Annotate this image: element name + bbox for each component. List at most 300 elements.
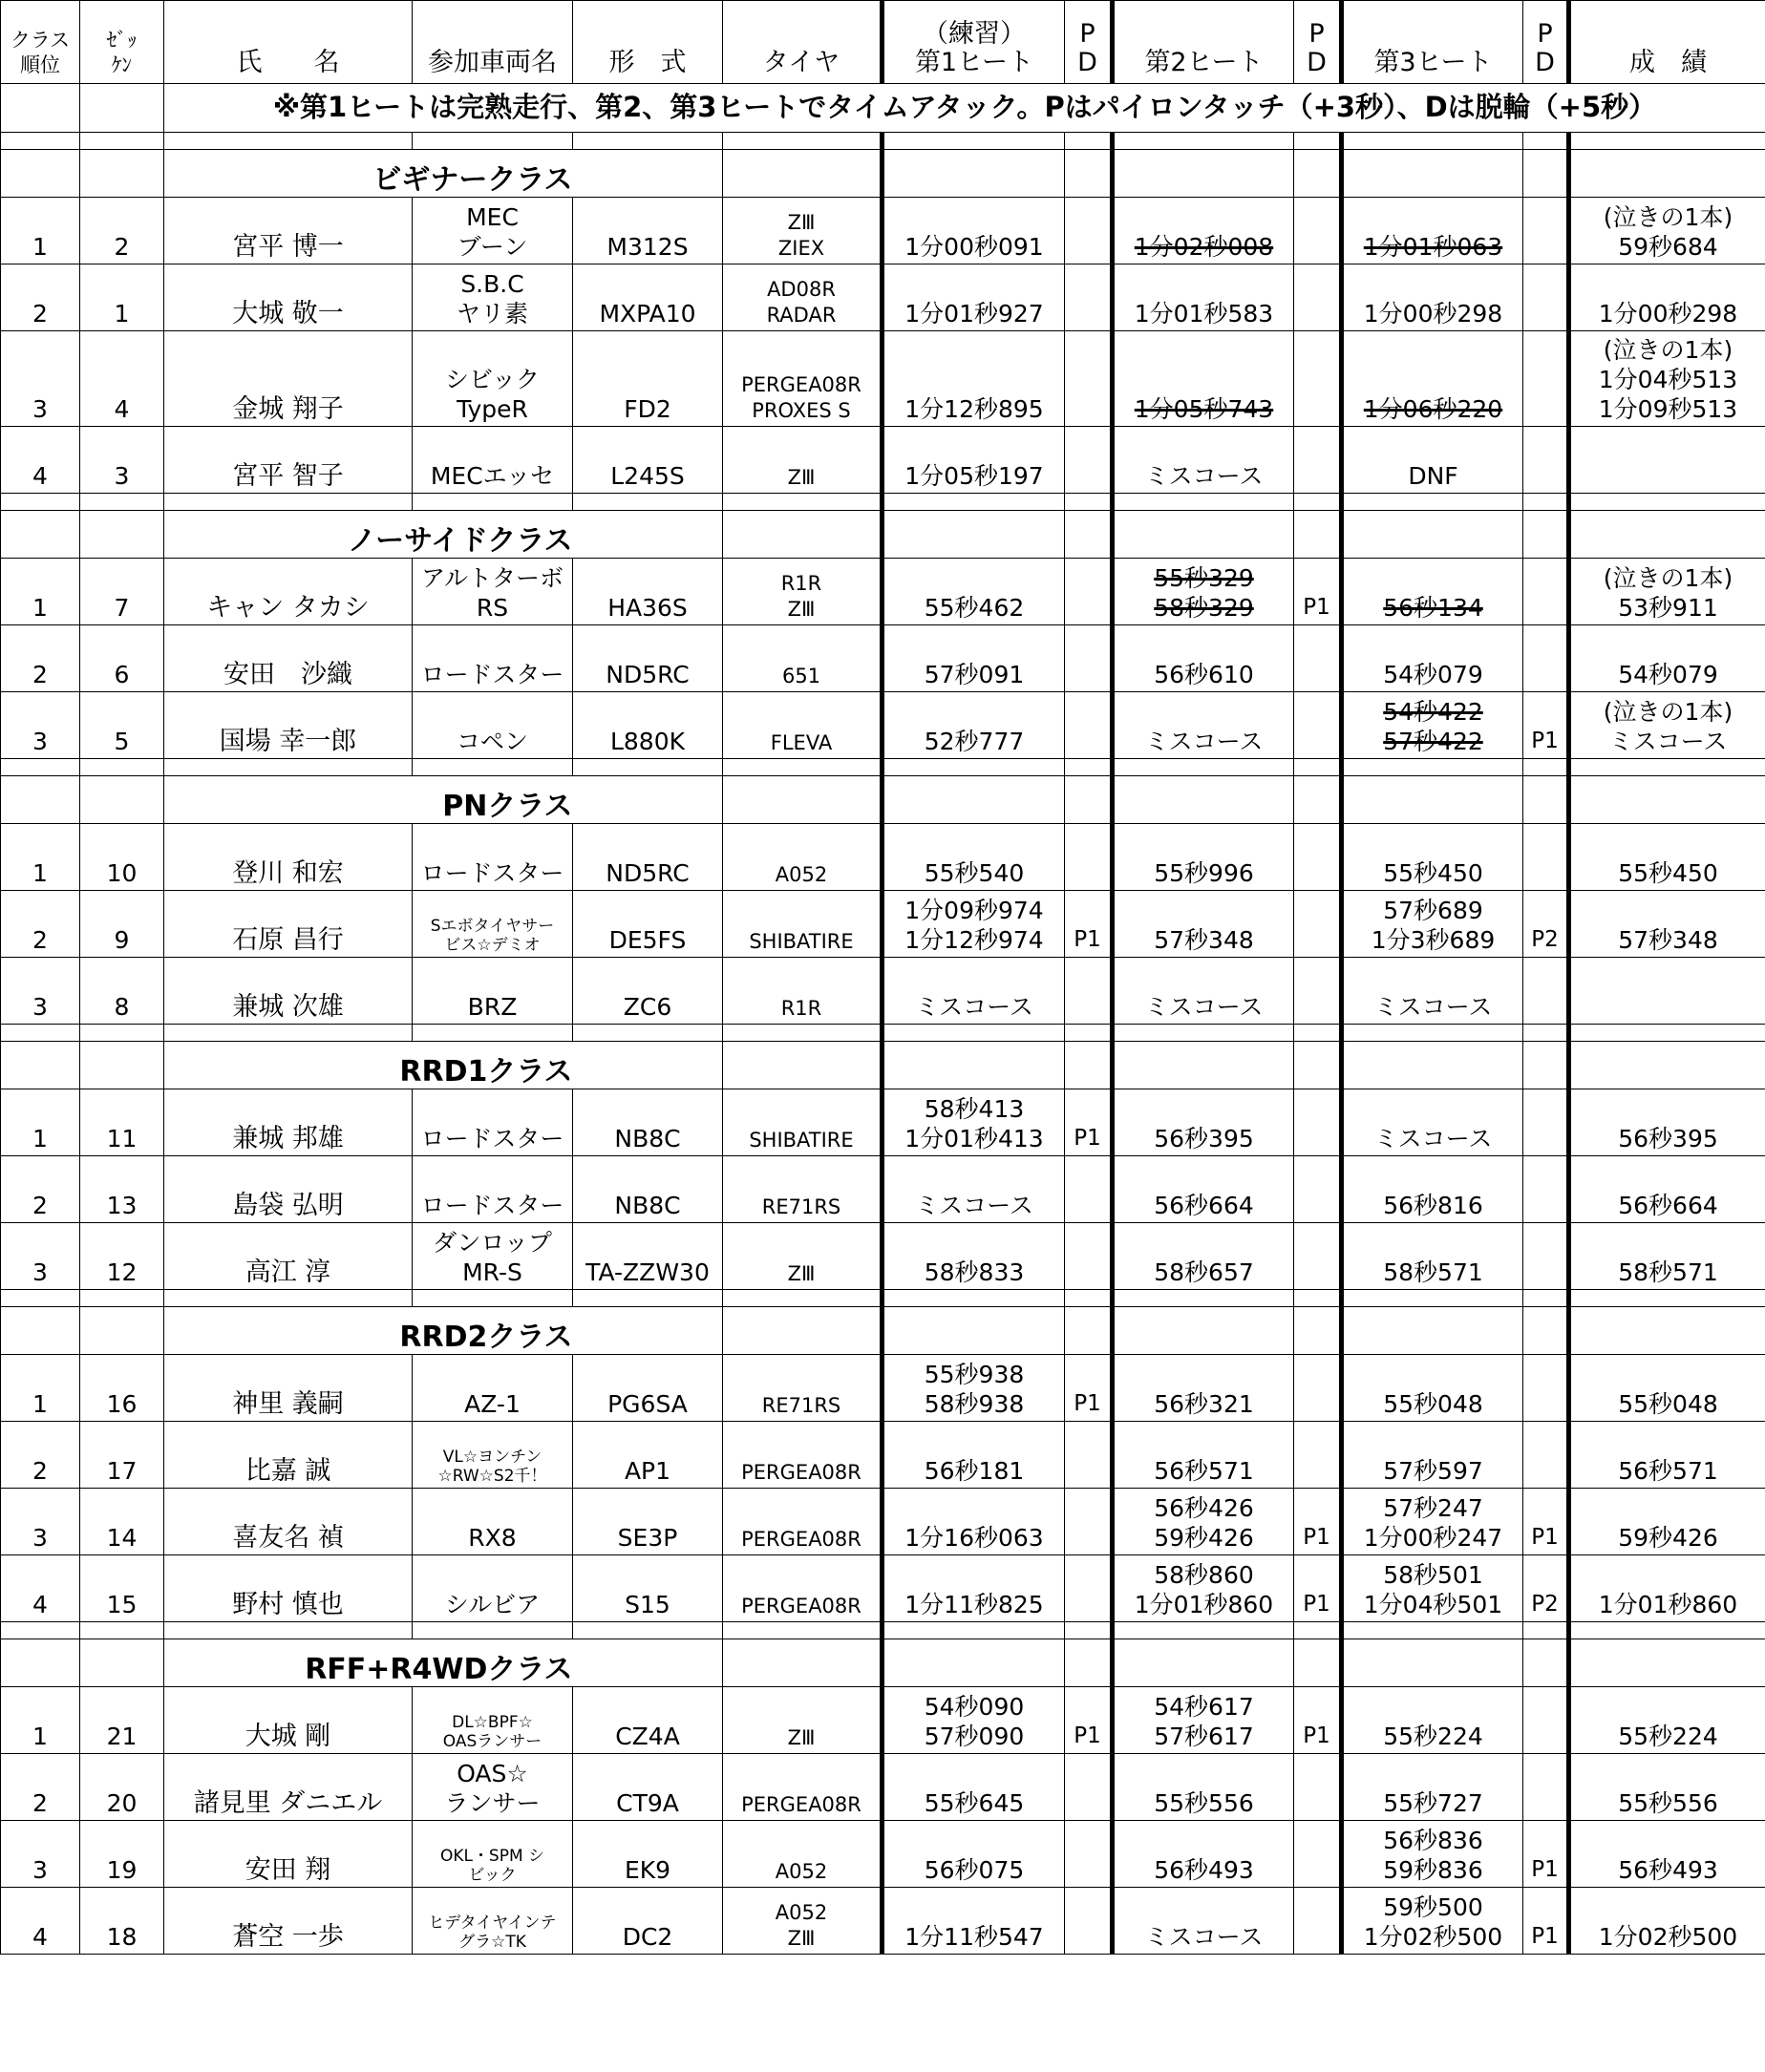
tire-line: PERGEA08R <box>741 1595 861 1617</box>
car-model: ND5RC <box>573 824 723 891</box>
result-line: 56秒664 <box>1618 1192 1718 1219</box>
heat2-time <box>1113 1223 1294 1290</box>
penalty-3: P2 <box>1523 891 1569 958</box>
vehicle-name <box>413 1422 573 1489</box>
time-line: 55秒540 <box>924 859 1025 887</box>
header-result: 成 績 <box>1569 1 1765 84</box>
heat2-time <box>1113 1555 1294 1622</box>
vehicle-line: ロードスター <box>420 859 564 887</box>
heat1-time <box>882 1687 1065 1754</box>
entry-row <box>1 198 1765 264</box>
time-line: 57秒597 <box>1383 1457 1483 1485</box>
vehicle-line: シルビア <box>444 1591 541 1618</box>
final-result <box>1569 1754 1765 1821</box>
car-model: EK9 <box>573 1821 723 1888</box>
time-line: 1分01秒927 <box>904 300 1044 328</box>
tire-line: SHIBATIRE <box>749 1129 854 1152</box>
penalty-2: P1 <box>1294 1687 1342 1754</box>
vehicle-line: Sエボタイヤサー <box>430 917 555 936</box>
heat3-time <box>1342 1489 1523 1555</box>
final-result <box>1569 625 1765 692</box>
time-line: 59秒500 <box>1383 1893 1483 1921</box>
car-model: CZ4A <box>573 1687 723 1754</box>
penalty-2 <box>1294 891 1342 958</box>
time-line: 56秒571 <box>1154 1457 1254 1485</box>
driver-name: 兼城 邦雄 <box>164 1089 413 1156</box>
driver-name: 金城 翔子 <box>164 331 413 427</box>
penalty-3 <box>1523 264 1569 331</box>
header-heat1: （練習） 第1ヒート <box>882 1 1065 84</box>
class-rank: 3 <box>1 1223 80 1290</box>
entry-row <box>1 625 1765 692</box>
vehicle-line: シビック <box>444 366 540 393</box>
heat3-time <box>1342 1355 1523 1422</box>
entry-row <box>1 331 1765 427</box>
result-line: 53秒911 <box>1618 594 1718 622</box>
entry-row <box>1 1821 1765 1888</box>
entry-row <box>1 427 1765 494</box>
heat1-time <box>882 1555 1065 1622</box>
result-line: 59秒684 <box>1618 233 1718 261</box>
heat2-time <box>1113 427 1294 494</box>
tire-line: ZⅢ <box>787 1927 816 1950</box>
class-rank: 4 <box>1 1555 80 1622</box>
header-rank: クラス 順位 <box>1 1 80 84</box>
header-heat3: 第3ヒート <box>1342 1 1523 84</box>
penalty-3 <box>1523 1687 1569 1754</box>
time-line: 55秒048 <box>1383 1390 1483 1418</box>
entry-number: 3 <box>80 427 164 494</box>
penalty-2: P1 <box>1294 1555 1342 1622</box>
result-line: 55秒556 <box>1618 1789 1718 1817</box>
heat1-time <box>882 1156 1065 1223</box>
car-model: NB8C <box>573 1089 723 1156</box>
driver-name: 国場 幸一郎 <box>164 692 413 759</box>
time-line: 57秒617 <box>1154 1723 1254 1750</box>
heat3-time <box>1342 625 1523 692</box>
result-line: 56秒395 <box>1618 1125 1718 1152</box>
penalty-1 <box>1065 958 1113 1025</box>
header-pd1: P D <box>1065 1 1113 84</box>
heat2-time <box>1113 1355 1294 1422</box>
penalty-1 <box>1065 1754 1113 1821</box>
time-line: 1分11秒825 <box>904 1591 1044 1618</box>
vehicle-line: RX8 <box>468 1524 517 1552</box>
heat1-time <box>882 331 1065 427</box>
penalty-2 <box>1294 198 1342 264</box>
tire-line: R1R <box>780 997 822 1020</box>
heat2-time <box>1113 1422 1294 1489</box>
rule-note: ※第1ヒートは完熟走行、第2、第3ヒートでタイムアタック。Pはパイロンタッチ（+3秒）、Dは脱輪（+5秒） <box>164 84 1765 133</box>
heat2-time <box>1113 1089 1294 1156</box>
tire-line: PERGEA08R <box>741 1461 861 1484</box>
class-rank: 3 <box>1 958 80 1025</box>
result-line: 1分02秒500 <box>1598 1923 1738 1951</box>
entry-number: 5 <box>80 692 164 759</box>
heat1-time <box>882 958 1065 1025</box>
penalty-3 <box>1523 1754 1569 1821</box>
time-line: 57秒689 <box>1383 897 1483 924</box>
car-model: M312S <box>573 198 723 264</box>
vehicle-line: ブーン <box>457 233 528 261</box>
vehicle-name <box>413 891 573 958</box>
penalty-2: P1 <box>1294 559 1342 625</box>
time-line: 56秒610 <box>1154 661 1254 688</box>
header-vehicle: 参加車両名 <box>413 1 573 84</box>
entry-row <box>1 559 1765 625</box>
heat1-time <box>882 1223 1065 1290</box>
time-line: ミスコース <box>915 993 1033 1021</box>
result-line: 57秒348 <box>1618 926 1718 954</box>
class-rank: 2 <box>1 891 80 958</box>
entry-number: 10 <box>80 824 164 891</box>
vehicle-name <box>413 958 573 1025</box>
heat3-time <box>1342 264 1523 331</box>
tire-name <box>723 1422 882 1489</box>
vehicle-line: OASランサー <box>442 1732 542 1751</box>
heat2-time <box>1113 891 1294 958</box>
vehicle-line: OKL・SPM シ <box>439 1847 545 1866</box>
entry-number: 15 <box>80 1555 164 1622</box>
class-title: RRD2クラス <box>164 1307 573 1355</box>
tire-line: A052 <box>775 1860 828 1883</box>
time-line: 58秒413 <box>924 1095 1025 1123</box>
time-line: 1分12秒895 <box>904 395 1044 423</box>
entry-row <box>1 1355 1765 1422</box>
heat2-time <box>1113 559 1294 625</box>
heat3-time <box>1342 559 1523 625</box>
time-line: 55秒462 <box>924 594 1025 622</box>
tire-line: 651 <box>781 665 821 687</box>
final-result <box>1569 1687 1765 1754</box>
entry-row <box>1 1089 1765 1156</box>
tire-name <box>723 1156 882 1223</box>
class-rank: 2 <box>1 264 80 331</box>
heat1-time <box>882 1821 1065 1888</box>
penalty-2 <box>1294 1821 1342 1888</box>
time-line: 58秒571 <box>1383 1258 1483 1286</box>
car-model: NB8C <box>573 1156 723 1223</box>
entry-row <box>1 1754 1765 1821</box>
vehicle-line: ロードスター <box>420 1192 564 1219</box>
vehicle-name <box>413 1821 573 1888</box>
entry-row <box>1 824 1765 891</box>
class-title: ノーサイドクラス <box>164 511 573 559</box>
tire-name <box>723 1555 882 1622</box>
vehicle-line: ロードスター <box>420 661 564 688</box>
time-line: 1分02秒500 <box>1363 1923 1503 1951</box>
heat2-time <box>1113 958 1294 1025</box>
class-title-row <box>1 1639 1765 1687</box>
tire-name <box>723 625 882 692</box>
final-result <box>1569 692 1765 759</box>
vehicle-name <box>413 427 573 494</box>
penalty-3: P1 <box>1523 1489 1569 1555</box>
driver-name: 安田 翔 <box>164 1821 413 1888</box>
heat2-time <box>1113 692 1294 759</box>
tire-line: ZⅢ <box>787 1726 816 1749</box>
header-pd2: P D <box>1294 1 1342 84</box>
vehicle-name <box>413 1888 573 1955</box>
class-rank: 1 <box>1 198 80 264</box>
time-line: 1分04秒501 <box>1363 1591 1503 1618</box>
penalty-3 <box>1523 1156 1569 1223</box>
time-line: 59秒426 <box>1154 1524 1254 1552</box>
time-line: 54秒090 <box>924 1693 1025 1721</box>
time-line: 56秒395 <box>1154 1125 1254 1152</box>
final-result <box>1569 1355 1765 1422</box>
tire-name <box>723 427 882 494</box>
vehicle-name <box>413 1156 573 1223</box>
entry-row <box>1 1687 1765 1754</box>
tire-name <box>723 824 882 891</box>
driver-name: 野村 慎也 <box>164 1555 413 1622</box>
vehicle-line: ビック <box>468 1866 517 1885</box>
heat2-time <box>1113 1687 1294 1754</box>
car-model: HA36S <box>573 559 723 625</box>
penalty-2 <box>1294 692 1342 759</box>
penalty-3 <box>1523 1355 1569 1422</box>
time-line: 1分01秒413 <box>904 1125 1044 1152</box>
section-spacer-row <box>1 133 1765 150</box>
header-pd3: P D <box>1523 1 1569 84</box>
car-model: ND5RC <box>573 625 723 692</box>
class-title-row <box>1 511 1765 559</box>
heat1-time <box>882 427 1065 494</box>
entry-number: 8 <box>80 958 164 1025</box>
time-line: 55秒224 <box>1383 1723 1483 1750</box>
penalty-2 <box>1294 625 1342 692</box>
car-model: CT9A <box>573 1754 723 1821</box>
entry-number: 14 <box>80 1489 164 1555</box>
class-rank: 1 <box>1 824 80 891</box>
result-line: 54秒079 <box>1618 661 1718 688</box>
time-line: 54秒617 <box>1154 1693 1254 1721</box>
heat2-time <box>1113 1156 1294 1223</box>
entry-row <box>1 1223 1765 1290</box>
penalty-1 <box>1065 692 1113 759</box>
tire-line: PROXES S <box>752 399 851 422</box>
time-line: 58秒938 <box>924 1390 1025 1418</box>
vehicle-name <box>413 824 573 891</box>
heat3-time <box>1342 1156 1523 1223</box>
entry-number: 7 <box>80 559 164 625</box>
tire-name <box>723 958 882 1025</box>
penalty-2 <box>1294 1223 1342 1290</box>
penalty-2 <box>1294 958 1342 1025</box>
class-rank: 3 <box>1 1821 80 1888</box>
result-line: 55秒450 <box>1618 859 1718 887</box>
vehicle-name <box>413 1687 573 1754</box>
result-line: 55秒224 <box>1618 1723 1718 1750</box>
driver-name: キャン タカシ <box>164 559 413 625</box>
tire-line: ZⅢ <box>787 466 816 489</box>
time-line: 1分00秒298 <box>1363 300 1503 328</box>
penalty-1 <box>1065 427 1113 494</box>
tire-line: RADAR <box>766 304 837 327</box>
penalty-1 <box>1065 1555 1113 1622</box>
result-line: (泣きの1本) <box>1603 203 1733 231</box>
result-line: 58秒571 <box>1618 1258 1718 1286</box>
heat2-time <box>1113 331 1294 427</box>
heat2-time <box>1113 1888 1294 1955</box>
heat1-time <box>882 1888 1065 1955</box>
heat3-time <box>1342 958 1523 1025</box>
final-result <box>1569 559 1765 625</box>
vehicle-name <box>413 331 573 427</box>
heat3-time <box>1342 1821 1523 1888</box>
penalty-3 <box>1523 198 1569 264</box>
section-spacer-row <box>1 494 1765 511</box>
car-model: AP1 <box>573 1422 723 1489</box>
driver-name: 蒼空 一歩 <box>164 1888 413 1955</box>
tire-line: A052 <box>775 1901 828 1924</box>
tire-line: PERGEA08R <box>741 373 861 396</box>
penalty-3 <box>1523 1223 1569 1290</box>
car-model: FD2 <box>573 331 723 427</box>
section-spacer-row <box>1 1622 1765 1639</box>
time-line: 56秒816 <box>1383 1192 1483 1219</box>
class-rank: 3 <box>1 692 80 759</box>
time-line: 57秒091 <box>924 661 1025 688</box>
time-line: ミスコース <box>1144 462 1264 490</box>
car-model: TA-ZZW30 <box>573 1223 723 1290</box>
heat2-time <box>1113 824 1294 891</box>
penalty-3 <box>1523 331 1569 427</box>
car-model: DE5FS <box>573 891 723 958</box>
time-line: 58秒833 <box>924 1258 1025 1286</box>
time-line: 56秒836 <box>1383 1827 1483 1854</box>
penalty-2 <box>1294 1089 1342 1156</box>
driver-name: 高江 淳 <box>164 1223 413 1290</box>
entry-row <box>1 1156 1765 1223</box>
vehicle-name <box>413 1223 573 1290</box>
heat3-time <box>1342 427 1523 494</box>
penalty-1: P1 <box>1065 1355 1113 1422</box>
final-result <box>1569 824 1765 891</box>
penalty-1 <box>1065 1821 1113 1888</box>
heat3-time <box>1342 1555 1523 1622</box>
class-title-row <box>1 1042 1765 1089</box>
vehicle-name <box>413 198 573 264</box>
time-line: 1分11秒547 <box>904 1923 1044 1951</box>
penalty-2: P1 <box>1294 1489 1342 1555</box>
tire-line: FLEVA <box>770 731 833 754</box>
class-rank: 1 <box>1 1089 80 1156</box>
penalty-1 <box>1065 331 1113 427</box>
class-title-row <box>1 1307 1765 1355</box>
entry-row <box>1 1888 1765 1955</box>
vehicle-line: MR-S <box>462 1258 522 1286</box>
vehicle-line: OAS☆ <box>457 1760 528 1787</box>
time-line: 58秒329 <box>1154 594 1254 622</box>
driver-name: 兼城 次雄 <box>164 958 413 1025</box>
entry-number: 21 <box>80 1687 164 1754</box>
tire-name <box>723 331 882 427</box>
heat1-time <box>882 824 1065 891</box>
vehicle-line: アルトターボ <box>420 564 564 592</box>
tire-name <box>723 1687 882 1754</box>
section-spacer-row <box>1 1290 1765 1307</box>
heat3-time <box>1342 891 1523 958</box>
tire-line: A052 <box>775 863 828 886</box>
vehicle-line: S.B.C <box>460 270 524 298</box>
penalty-3 <box>1523 1089 1569 1156</box>
penalty-1 <box>1065 824 1113 891</box>
penalty-3: P2 <box>1523 1555 1569 1622</box>
result-line: 55秒048 <box>1618 1390 1718 1418</box>
driver-name: 諸見里 ダニエル <box>164 1754 413 1821</box>
time-line: 55秒727 <box>1383 1789 1483 1817</box>
time-line: 1分05秒743 <box>1134 395 1274 423</box>
result-line: (泣きの1本) <box>1603 336 1733 364</box>
entry-row <box>1 692 1765 759</box>
final-result <box>1569 1422 1765 1489</box>
vehicle-line: AZ-1 <box>464 1390 521 1418</box>
vehicle-line: ☆RW☆S2千！ <box>437 1467 547 1486</box>
time-line: 1分00秒091 <box>904 233 1044 261</box>
entry-number: 17 <box>80 1422 164 1489</box>
time-line: 58秒501 <box>1383 1561 1483 1589</box>
tire-line: ZⅢ <box>787 1262 816 1285</box>
result-line: 1分09秒513 <box>1598 395 1738 423</box>
entry-row <box>1 1489 1765 1555</box>
heat2-time <box>1113 198 1294 264</box>
penalty-3: P1 <box>1523 692 1569 759</box>
entry-number: 19 <box>80 1821 164 1888</box>
entry-row <box>1 264 1765 331</box>
time-line: DNF <box>1408 462 1458 490</box>
time-line: 1分01秒583 <box>1134 300 1274 328</box>
tire-name <box>723 1089 882 1156</box>
car-model: MXPA10 <box>573 264 723 331</box>
time-line: 1分01秒860 <box>1134 1591 1274 1618</box>
class-rank: 3 <box>1 1489 80 1555</box>
vehicle-name <box>413 1089 573 1156</box>
time-line: 58秒657 <box>1154 1258 1254 1286</box>
penalty-1 <box>1065 559 1113 625</box>
penalty-1 <box>1065 1422 1113 1489</box>
vehicle-line: コペン <box>456 728 528 755</box>
penalty-2 <box>1294 1156 1342 1223</box>
class-rank: 2 <box>1 1156 80 1223</box>
driver-name: 比嘉 誠 <box>164 1422 413 1489</box>
time-line: 1分16秒063 <box>904 1524 1044 1552</box>
tire-line: PERGEA08R <box>741 1528 861 1551</box>
penalty-1 <box>1065 1489 1113 1555</box>
heat3-time <box>1342 1223 1523 1290</box>
heat1-time <box>882 1355 1065 1422</box>
heat2-time <box>1113 264 1294 331</box>
final-result <box>1569 1156 1765 1223</box>
vehicle-line: ヒデタイヤインテ <box>428 1913 557 1933</box>
heat1-time <box>882 1489 1065 1555</box>
heat1-time <box>882 692 1065 759</box>
car-model: L880K <box>573 692 723 759</box>
class-rank: 1 <box>1 559 80 625</box>
penalty-1 <box>1065 1888 1113 1955</box>
penalty-2 <box>1294 331 1342 427</box>
penalty-3 <box>1523 559 1569 625</box>
heat3-time <box>1342 1687 1523 1754</box>
time-line: 56秒181 <box>924 1457 1025 1485</box>
vehicle-line: BRZ <box>467 993 518 1021</box>
time-line: 1分06秒220 <box>1363 395 1503 423</box>
class-rank: 1 <box>1 1355 80 1422</box>
time-line: ミスコース <box>1144 993 1264 1021</box>
result-line: 56秒571 <box>1618 1457 1718 1485</box>
driver-name: 宮平 博一 <box>164 198 413 264</box>
